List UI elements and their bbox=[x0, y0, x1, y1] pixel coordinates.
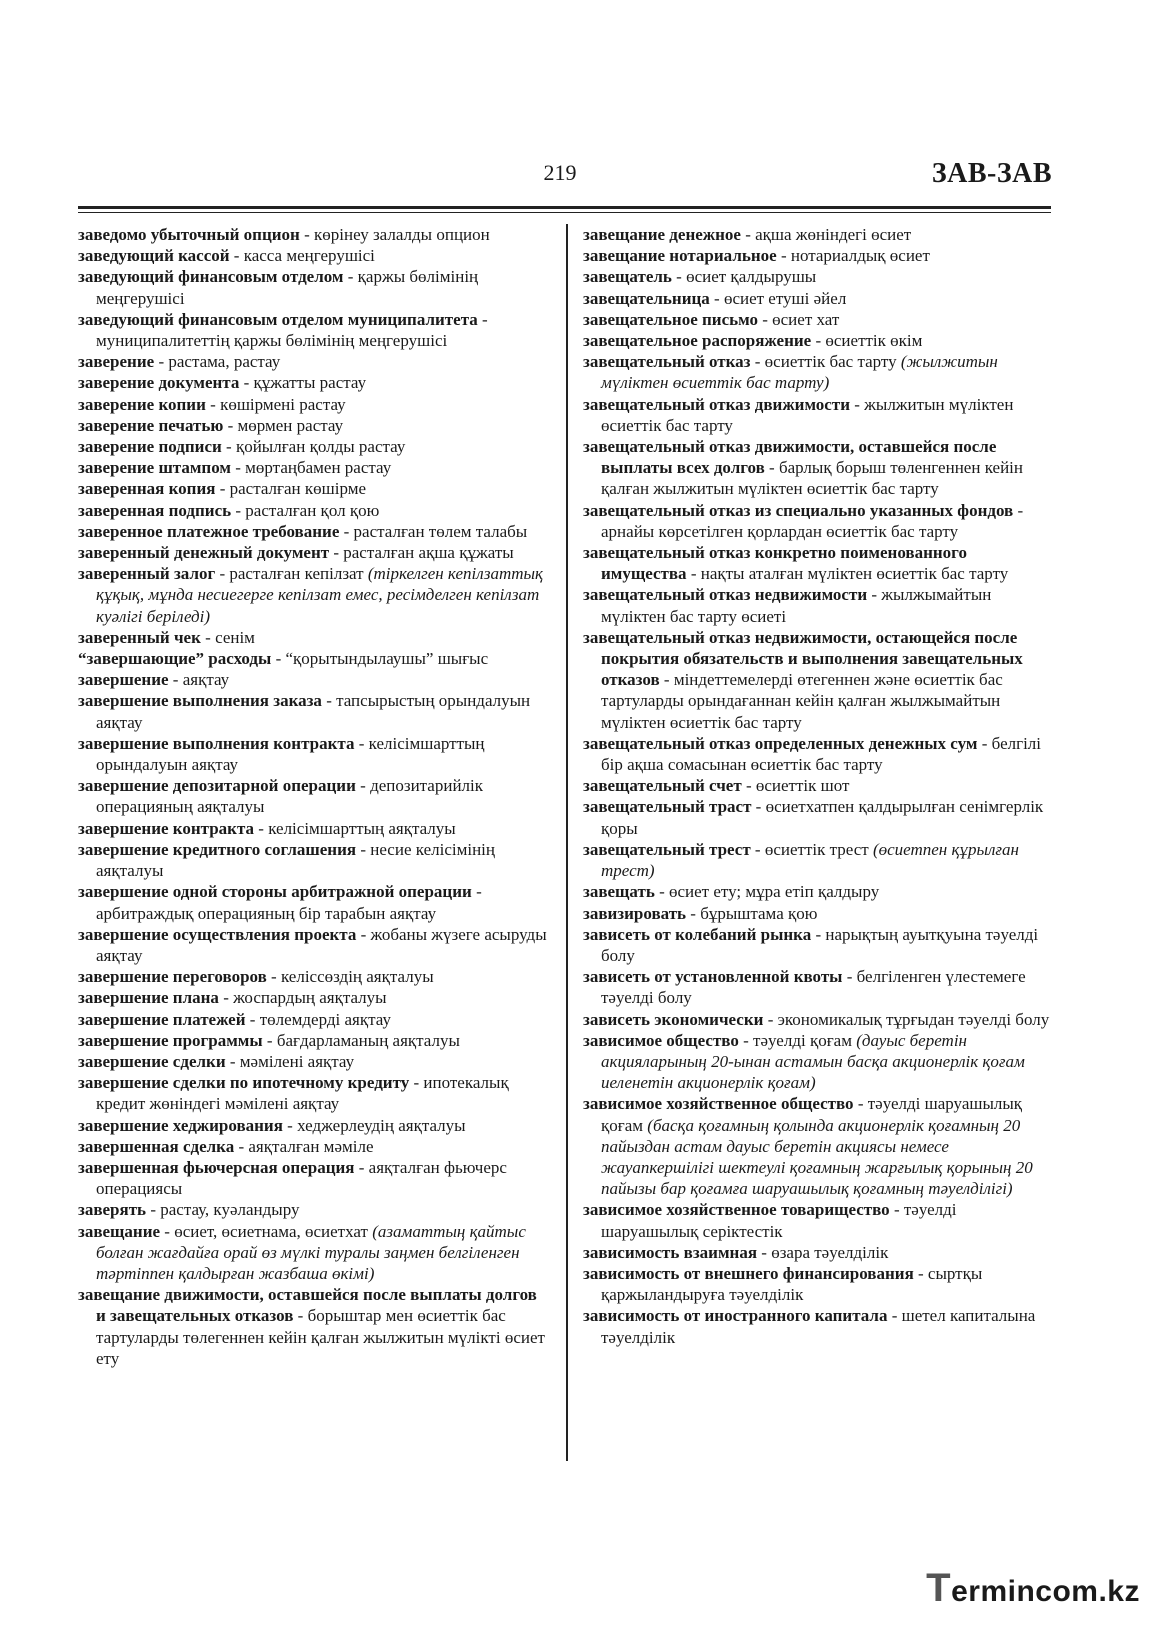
entry-term: завершение осуществления проекта bbox=[78, 924, 357, 944]
entry-term: заверение подписи bbox=[78, 437, 222, 457]
entry-term: зависеть от колебаний рынка bbox=[583, 924, 812, 944]
dictionary-entry bbox=[78, 1221, 550, 1285]
dictionary-entry bbox=[78, 1157, 550, 1199]
entry-definition: - бағдарламаның аяқталуы bbox=[262, 1030, 460, 1050]
entry-definition: - расталған төлем талабы bbox=[339, 521, 528, 541]
entry-term: завещательница bbox=[583, 288, 710, 308]
entry-definition: - экономикалық тұрғыдан тәуелді болу bbox=[763, 1009, 1050, 1029]
dictionary-entry bbox=[78, 966, 550, 987]
dictionary-entry bbox=[78, 924, 550, 966]
dictionary-entry bbox=[583, 245, 1055, 266]
entry-term: заведующий кассой bbox=[78, 246, 230, 266]
dictionary-entry bbox=[78, 224, 550, 245]
dictionary-entry bbox=[78, 563, 550, 627]
entry-term: зависимость взаимная bbox=[583, 1242, 758, 1262]
entry-term: завещательный траст bbox=[583, 797, 752, 817]
entry-term: завещание нотариальное bbox=[583, 246, 777, 266]
entry-definition: - сыртқы қаржыландыруға тәуелділік bbox=[601, 1263, 983, 1305]
entry-definition: - аяқталған мәміле bbox=[234, 1136, 374, 1156]
dictionary-entry bbox=[583, 1030, 1055, 1094]
entry-definition: - нақты аталған мүліктен өсиеттік бас тарту bbox=[686, 564, 1009, 584]
dictionary-entry bbox=[583, 775, 1055, 796]
dictionary-entry bbox=[583, 436, 1055, 500]
dictionary-entry bbox=[78, 669, 550, 690]
entry-term: заведующий финансовым отделом bbox=[78, 267, 344, 287]
entry-definition: - аяқталған фьючерс операциясы bbox=[96, 1157, 507, 1199]
entry-term: заверенный денежный документ bbox=[78, 543, 330, 563]
entry-definition: - өсиеттік трест bbox=[750, 839, 873, 859]
entry-definition: - белгілі бір ақша сомасынан өсиеттік бас тарту bbox=[601, 733, 1042, 775]
dictionary-entry bbox=[78, 1199, 550, 1220]
entry-definition: - қойылған қолды растау bbox=[221, 437, 406, 457]
entry-definition: - хеджерлеудің аяқталуы bbox=[282, 1115, 466, 1135]
dictionary-entry bbox=[583, 903, 1055, 924]
entry-term: заведомо убыточный опцион bbox=[78, 225, 300, 244]
entry-definition: - нотариалдық өсиет bbox=[776, 246, 930, 266]
dictionary-entry bbox=[78, 266, 550, 308]
entry-definition: - жобаны жүзеге асыруды аяқтау bbox=[96, 924, 547, 965]
entry-definition: - расталған ақша құжаты bbox=[329, 543, 514, 563]
entry-definition: - борыштар мен өсиеттік бас тартуларды төлегеннен кейін қалған жылжитын мүлікті өсиет ету bbox=[96, 1306, 545, 1368]
entry-term: заверенная копия bbox=[78, 479, 216, 499]
entry-term: заверенная подпись bbox=[78, 500, 232, 520]
entry-term: завершение переговоров bbox=[78, 967, 267, 987]
entry-definition: - несие келісімінің аяқталуы bbox=[96, 839, 495, 881]
entry-term: завещатель bbox=[583, 267, 672, 287]
dictionary-entry bbox=[78, 351, 550, 372]
entry-term: завизировать bbox=[583, 903, 687, 923]
entry-definition: - мөрмен растау bbox=[223, 415, 344, 435]
entry-definition: - муниципалитеттің қаржы бөлімінің меңгерушісі bbox=[96, 309, 488, 351]
dictionary-entry bbox=[583, 1093, 1055, 1199]
entry-note: (азаматтың қайтыс болған жағдайға орай өз мүлкі туралы заңмен белгіленген тәртіппен қалдырған жазбаша өкімі) bbox=[96, 1221, 526, 1283]
entry-term: завещательный отказ bbox=[583, 352, 751, 372]
dictionary-entry bbox=[78, 627, 550, 648]
entry-term: завещательное письмо bbox=[583, 309, 758, 329]
entry-term: завершение сделки bbox=[78, 1051, 226, 1071]
entry-term: завершение депозитарной операции bbox=[78, 776, 356, 796]
dictionary-entry bbox=[78, 1009, 550, 1030]
entry-term: завершенная сделка bbox=[78, 1136, 235, 1156]
dictionary-entry bbox=[78, 690, 550, 732]
entry-note: (дауыс беретін акцияларының 20-ынан астамын басқа акционерлік қоғам иеленетін акционерлік қоғам) bbox=[601, 1030, 1025, 1093]
entry-term: заверять bbox=[78, 1200, 147, 1220]
left-column bbox=[78, 224, 550, 1369]
entry-definition: - өсиет, өсиетнама, өсиетхат bbox=[160, 1221, 373, 1241]
entry-definition: - “қорытындылаушы” шығыс bbox=[271, 649, 489, 669]
entry-term: заверение копии bbox=[78, 394, 206, 414]
header-rule bbox=[78, 206, 1051, 209]
entry-term: заведующий финансовым отделом муниципалитета bbox=[78, 309, 478, 329]
entry-term: заверение документа bbox=[78, 373, 240, 393]
entry-definition: - ипотекалық кредит жөніндегі мәмілені аяқтау bbox=[96, 1073, 509, 1114]
entry-term: завещательный счет bbox=[583, 776, 742, 796]
dictionary-entry bbox=[583, 351, 1055, 393]
dictionary-entry bbox=[78, 457, 550, 478]
entry-term: заверение штампом bbox=[78, 458, 231, 478]
entry-definition: - расталған кепілзат bbox=[215, 564, 368, 584]
entry-definition: - келіссөздің аяқталуы bbox=[266, 967, 434, 987]
entry-definition: - растама, растау bbox=[154, 352, 281, 372]
entry-definition: - өзара тәуелділік bbox=[757, 1242, 889, 1262]
dictionary-entry bbox=[583, 266, 1055, 287]
entry-term: завершение кредитного соглашения bbox=[78, 839, 357, 859]
entry-definition: - ақша жөніндегі өсиет bbox=[740, 225, 912, 244]
entry-note: (жылжитын мүліктен өсиеттік бас тарту) bbox=[601, 352, 998, 393]
entry-definition: - құжатты растау bbox=[239, 373, 367, 393]
entry-definition: - өсиет хат bbox=[757, 309, 840, 329]
entry-definition: - өсиет ету; мұра етіп қалдыру bbox=[654, 882, 880, 902]
dictionary-entry bbox=[78, 1284, 550, 1369]
dictionary-entry bbox=[78, 1051, 550, 1072]
entry-definition: - сенім bbox=[200, 627, 255, 647]
entry-definition: - өсиеттік шот bbox=[741, 776, 850, 796]
dictionary-entry bbox=[583, 733, 1055, 775]
dictionary-entry bbox=[583, 500, 1055, 542]
dictionary-entry bbox=[583, 924, 1055, 966]
entry-term: завершение одной стороны арбитражной операции bbox=[78, 882, 472, 902]
dictionary-entry bbox=[583, 1263, 1055, 1305]
dictionary-entry bbox=[583, 796, 1055, 838]
dictionary-entry bbox=[583, 966, 1055, 1008]
entry-definition: - келісімшарттың аяқталуы bbox=[254, 818, 456, 838]
entry-definition: - қаржы бөлімінің меңгерушісі bbox=[96, 267, 479, 308]
entry-definition: - тәуелді қоғам bbox=[738, 1030, 857, 1050]
entry-term: зависимое общество bbox=[583, 1030, 739, 1050]
entry-definition: - өсиеттік өкім bbox=[811, 331, 923, 351]
entry-term: зависимое хозяйственное общество bbox=[583, 1094, 854, 1114]
dictionary-entry bbox=[78, 478, 550, 499]
dictionary-entry bbox=[78, 1072, 550, 1114]
entry-term: завещание движимости, оставшейся после выплаты долгов и завещательных отказов bbox=[78, 1285, 537, 1326]
entry-definition: - депозитарийлік операцияның аяқталуы bbox=[96, 776, 484, 817]
entry-term: завещательный трест bbox=[583, 839, 751, 859]
entry-definition: - арбитраждық операцияның бір тарабын аяқтау bbox=[96, 882, 482, 923]
entry-definition: - барлық борыш төленгеннен кейін қалған жылжитын мүліктен өсиеттік бас тарту bbox=[601, 458, 1023, 499]
dictionary-entry bbox=[78, 1136, 550, 1157]
entry-term: завещательный отказ из специально указанных фондов bbox=[583, 500, 1014, 520]
entry-definition: - расталған қол қою bbox=[231, 500, 380, 520]
dictionary-entry bbox=[78, 818, 550, 839]
entry-definition: - шетел капиталына тәуелділік bbox=[601, 1306, 1036, 1347]
entry-definition: - өсиеттік бас тарту bbox=[750, 352, 901, 372]
dictionary-entry bbox=[78, 839, 550, 881]
entry-definition: - мәмілені аяқтау bbox=[225, 1051, 355, 1071]
entry-term: зависимость от внешнего финансирования bbox=[583, 1263, 914, 1283]
entry-definition: - жылжымайтын мүліктен бас тарту өсиеті bbox=[601, 585, 992, 626]
entry-definition: - нарықтың ауытқуына тәуелді болу bbox=[601, 924, 1039, 965]
dictionary-entry bbox=[78, 775, 550, 817]
entry-term: завершение контракта bbox=[78, 818, 255, 838]
entry-term: заверенный залог bbox=[78, 564, 216, 584]
entry-term: заверение печатью bbox=[78, 415, 224, 435]
entry-term: завещательный отказ недвижимости, остающейся после покрытия обязательств и выполнения завещательных отказов bbox=[583, 627, 1023, 690]
dictionary-entry bbox=[78, 542, 550, 563]
entry-definition: - көшірмені растау bbox=[205, 394, 346, 414]
entry-definition: - мөртаңбамен растау bbox=[230, 458, 392, 478]
entry-note: (тіркелген кепілзаттық құқық, мұнда несиегерге кепілзат емес, ресімделген кепілзат куәлігі беріледі) bbox=[96, 564, 543, 626]
column-divider bbox=[566, 224, 568, 1461]
dictionary-entry bbox=[78, 521, 550, 542]
entry-definition: - тәуелді шаруашылық қоғам bbox=[601, 1094, 1023, 1135]
header-rule-thin bbox=[78, 212, 1051, 213]
dictionary-entry bbox=[78, 436, 550, 457]
entry-term: зависеть экономически bbox=[583, 1009, 764, 1029]
entry-term: завещательный отказ недвижимости bbox=[583, 585, 868, 605]
entry-term: завещательный отказ движимости bbox=[583, 394, 850, 414]
dictionary-entry bbox=[78, 309, 550, 351]
watermark-logo: Termincom.kz bbox=[926, 1566, 1140, 1610]
entry-term: завершенная фьючерсная операция bbox=[78, 1157, 355, 1177]
entry-definition: - көрінеу залалды опцион bbox=[299, 225, 490, 244]
entry-term: завершение плана bbox=[78, 988, 219, 1008]
entry-definition: - жылжитын мүліктен өсиеттік бас тарту bbox=[601, 394, 1014, 435]
section-header: ЗАВ-ЗАВ bbox=[931, 158, 1052, 189]
dictionary-entry bbox=[583, 542, 1055, 584]
entry-definition: - аяқтау bbox=[168, 670, 230, 690]
dictionary-entry bbox=[583, 309, 1055, 330]
entry-term: завещание денежное bbox=[583, 225, 741, 244]
dictionary-entry bbox=[78, 372, 550, 393]
entry-term: завершение выполнения контракта bbox=[78, 733, 355, 753]
dictionary-entry bbox=[78, 245, 550, 266]
dictionary-entry bbox=[78, 500, 550, 521]
dictionary-entry bbox=[78, 648, 550, 669]
entry-definition: - растау, куәландыру bbox=[146, 1200, 300, 1220]
dictionary-entry bbox=[78, 881, 550, 923]
right-column bbox=[583, 224, 1055, 1348]
entry-term: заверение bbox=[78, 352, 155, 372]
dictionary-entry bbox=[78, 987, 550, 1008]
entry-term: заверенное платежное требование bbox=[78, 521, 340, 541]
dictionary-entry bbox=[78, 394, 550, 415]
dictionary-entry bbox=[78, 1030, 550, 1051]
entry-term: завещательный отказ определенных денежных сум bbox=[583, 733, 978, 753]
dictionary-entry bbox=[583, 584, 1055, 626]
dictionary-entry bbox=[583, 1305, 1055, 1347]
entry-term: зависимое хозяйственное товарищество bbox=[583, 1200, 890, 1220]
entry-term: завершение программы bbox=[78, 1030, 263, 1050]
dictionary-entry bbox=[78, 415, 550, 436]
entry-definition: - келісімшарттың орындалуын аяқтау bbox=[96, 733, 485, 775]
dictionary-entry bbox=[78, 733, 550, 775]
dictionary-entry bbox=[583, 330, 1055, 351]
entry-definition: - төлемдерді аяқтау bbox=[245, 1009, 391, 1029]
entry-definition: - тәуелді шаруашылық серіктестік bbox=[601, 1200, 957, 1241]
dictionary-entry bbox=[583, 1199, 1055, 1241]
entry-definition: - касса меңгерушісі bbox=[229, 246, 375, 266]
entry-definition: - белгіленген үлестемеге тәуелді болу bbox=[601, 967, 1026, 1008]
dictionary-entry bbox=[583, 1242, 1055, 1263]
entry-term: завершение выполнения заказа bbox=[78, 691, 322, 711]
entry-term: завещать bbox=[583, 882, 655, 902]
entry-definition: - тапсырыстың орындалуын аяқтау bbox=[96, 691, 531, 732]
entry-definition: - жоспардың аяқталуы bbox=[218, 988, 387, 1008]
entry-term: завершение сделки по ипотечному кредиту bbox=[78, 1073, 410, 1093]
entry-term: завещательное распоряжение bbox=[583, 331, 812, 351]
entry-term: завершение хеджирования bbox=[78, 1115, 283, 1135]
entry-definition: - өсиет қалдырушы bbox=[671, 267, 817, 287]
dictionary-entry bbox=[583, 881, 1055, 902]
page-number: 219 bbox=[543, 160, 577, 185]
entry-term: “завершающие” расходы bbox=[78, 649, 272, 669]
entry-term: зависеть от установленной квоты bbox=[583, 967, 843, 987]
dictionary-entry bbox=[583, 839, 1055, 881]
dictionary-entry bbox=[583, 627, 1055, 733]
entry-term: завещательный отказ движимости, оставшейся после выплаты всех долгов bbox=[583, 437, 997, 478]
entry-definition: - өсиетхатпен қалдырылған сенімгерлік қоры bbox=[601, 797, 1044, 838]
dictionary-entry bbox=[78, 1115, 550, 1136]
entry-term: заверенный чек bbox=[78, 627, 201, 647]
dictionary-entry bbox=[583, 288, 1055, 309]
dictionary-entry bbox=[583, 394, 1055, 436]
entry-definition: - арнайы көрсетілген қорлардан өсиеттік бас тарту bbox=[601, 500, 1024, 541]
entry-term: завершение bbox=[78, 670, 169, 690]
entry-note: (өсиетпен құрылған трест) bbox=[601, 839, 1019, 881]
entry-definition: - міндеттемелерді өтегеннен және өсиеттік бас тартуларды орындағаннан кейін қалған жылжымайтын мүліктен өсиеттік бас тарту bbox=[601, 670, 1003, 732]
entry-definition: - бұрыштама қою bbox=[686, 903, 818, 923]
entry-definition: - өсиет етуші әйел bbox=[709, 288, 847, 308]
dictionary-entry bbox=[583, 224, 1055, 245]
entry-term: завещательный отказ конкретно поименованного имущества bbox=[583, 543, 967, 584]
entry-note: (басқа қоғамның қолында акционерлік қоғамның 20 пайыздан астам дауыс беретін акциясы немесе жауапкершілігі шектеулі қоғамның жарғылық қорының 20 пайызы бар қоғамға шаруашылық қоғамның тәуелділігі) bbox=[601, 1115, 1033, 1199]
entry-term: зависимость от иностранного капитала bbox=[583, 1306, 888, 1326]
entry-definition: - расталған көшірме bbox=[215, 479, 367, 499]
dictionary-entry bbox=[583, 1009, 1055, 1030]
entry-term: завещание bbox=[78, 1221, 161, 1241]
entry-term: завершение платежей bbox=[78, 1009, 246, 1029]
